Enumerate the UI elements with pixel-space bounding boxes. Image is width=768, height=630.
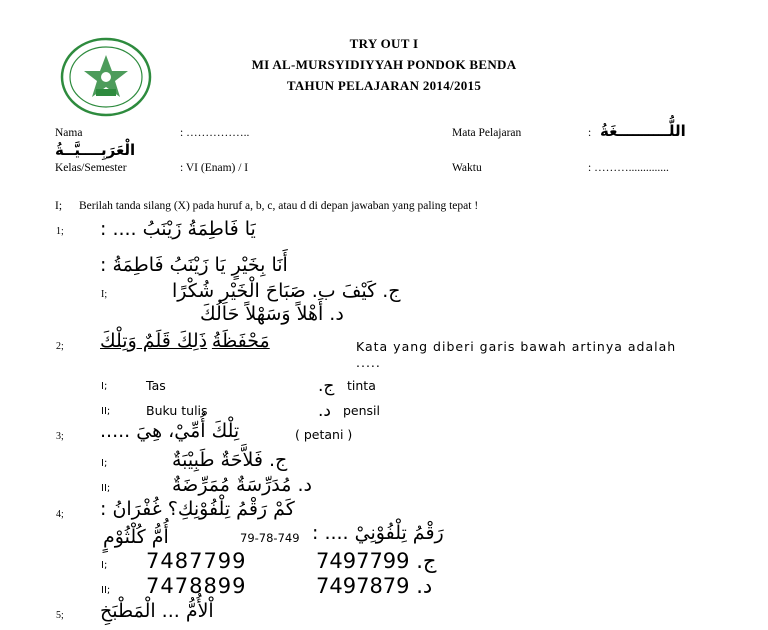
q5-number: 5; bbox=[56, 610, 64, 621]
mapel-label: Mata Pelajaran bbox=[452, 127, 522, 139]
nama-value: : …………….. bbox=[180, 127, 250, 139]
q4-opt1-b: ج. 7497799 bbox=[316, 549, 437, 573]
q2-text: Kata yang diberi garis bawah artinya adalah ..... bbox=[356, 339, 677, 370]
q1-option-marker: I; bbox=[101, 289, 108, 300]
q2-opt-b-marker: II; bbox=[101, 406, 111, 417]
mapel-value-1: اللُّــــــــــغَةُ bbox=[600, 122, 686, 140]
q2-arabic-rest: ذَلِكَ قَلَمٌ وَتِلْكَ bbox=[100, 330, 208, 352]
q4-question: كَمْ رَقْمُ تِلْفُوْنِكِ؟ غُفْرَانُ : bbox=[100, 498, 295, 520]
q4-answer-number: 79-78-749 bbox=[240, 531, 300, 545]
q1-number: 1; bbox=[56, 226, 64, 237]
q3-opt1-marker: I; bbox=[101, 458, 108, 469]
kelas-value: : VI (Enam) / I bbox=[180, 162, 249, 174]
q4-opt2-a: 7478899 bbox=[146, 574, 247, 598]
q1-options-row2: د. أَهْلاً وَسَهْلاً حَالُكَ bbox=[200, 303, 344, 325]
q4-opt1-marker: I; bbox=[101, 560, 108, 571]
q5-question: اْلأُمُّ ... الْمَطْبَخِ bbox=[100, 600, 214, 622]
q2-underlined-word: مَحْفَظَةُ bbox=[211, 330, 270, 352]
q3-number: 3; bbox=[56, 431, 64, 442]
q4-answer-name: أُمُّ كُلْثُوْمٍ bbox=[103, 526, 169, 548]
q4-answer-line: رَقْمُ تِلْفُوْنِيْ .... : bbox=[312, 522, 444, 544]
q4-opt1-a: 7487799 bbox=[146, 549, 247, 573]
q3-question-arabic: تِلْكَ أُمِّيْ، هِيَ ..... bbox=[100, 420, 240, 442]
header-year: TAHUN PELAJARAN 2014/2015 bbox=[286, 78, 482, 93]
mapel-value-2: الْعَرَبِــــيَّــةُ bbox=[55, 141, 136, 159]
q2-opt-b: Buku tulis bbox=[146, 403, 208, 418]
q2-number: 2; bbox=[56, 341, 64, 352]
waktu-label: Waktu bbox=[452, 162, 482, 174]
q4-opt2-b: د. 7497879 bbox=[316, 574, 433, 598]
q2-opt-c-marker: ج. bbox=[318, 376, 335, 396]
q2-question-line bbox=[100, 330, 270, 353]
q2-opt-d: pensil bbox=[343, 403, 381, 418]
q2-opt-a: Tas bbox=[146, 378, 166, 393]
header-school: MI AL-MURSYIDIYYAH PONDOK BENDA bbox=[251, 57, 517, 72]
q1-question: يَا فَاطِمَةُ زَيْنَبُ .... : bbox=[100, 218, 256, 240]
q1-options-row1: ج. كَيْفَ ب. صَبَاحَ الْخَيْرِ شُكْرًا bbox=[172, 280, 401, 302]
instruction-roman: I; bbox=[55, 200, 63, 212]
q2-opt-a-marker: I; bbox=[101, 381, 108, 392]
instruction-text: Berilah tanda silang (X) pada huruf a, b, c, atau d di depan jawaban yang paling tepat ! bbox=[79, 200, 479, 212]
q2-opt-c: tinta bbox=[347, 378, 376, 393]
q2-opt-d-marker: د. bbox=[318, 401, 331, 421]
q4-number: 4; bbox=[56, 509, 64, 520]
header-title: TRY OUT I bbox=[349, 36, 419, 51]
q3-opt1: ج. فَلاَّحَةٌ طَبِيْبَةٌ bbox=[172, 449, 288, 471]
waktu-value: : ……….............. bbox=[588, 162, 669, 174]
q3-question-latin: ( petani ) bbox=[295, 427, 353, 442]
q3-opt2: د. مُدَرِّسَةٌ مُمَرِّضَةٌ bbox=[172, 474, 312, 496]
kelas-label: Kelas/Semester bbox=[55, 162, 127, 174]
q1-answer-line: أَنَا بِخَيْرٍ يَا زَيْنَبُ فَاطِمَةُ : bbox=[100, 254, 288, 276]
q3-opt2-marker: II; bbox=[101, 483, 111, 494]
nama-label: Nama bbox=[55, 127, 83, 139]
q4-opt2-marker: II; bbox=[101, 585, 111, 596]
mapel-colon: : bbox=[588, 127, 592, 139]
